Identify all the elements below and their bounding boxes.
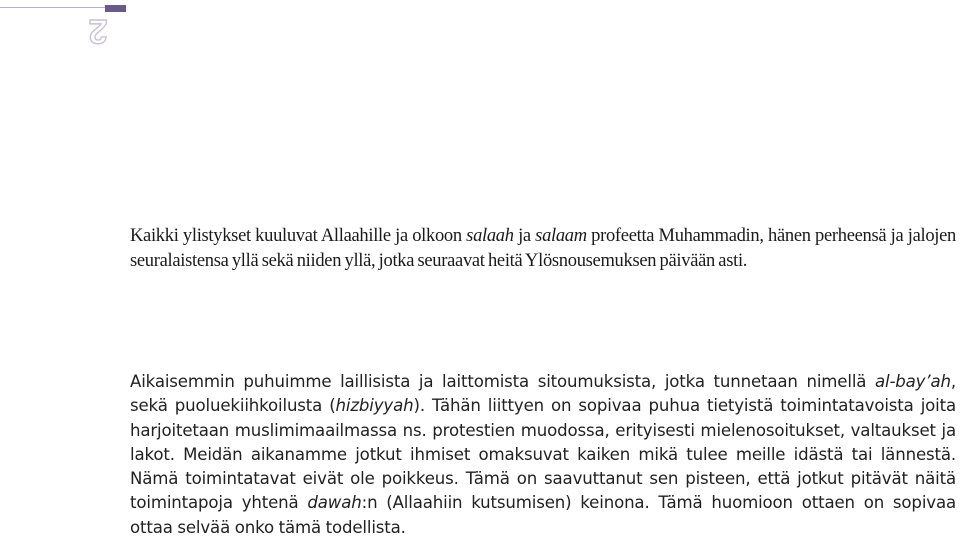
paragraph-2 [130, 370, 956, 540]
paragraph-2-term-hizbiyyah: hizbiyyah [335, 396, 414, 416]
paragraph-2-text: ). Tähän liittyen on sopivaa puhua tietyistä toimintatavoista joita harjoitetaan muslimimaailmassa ns. protestien muodossa, erityisesti mielenosoitukset, valtaukset ja lakot. Meidän aikanamme jotkut ihmiset omaksuvat kaiken mikä tulee meille idästä tai lännestä. Nämä toimintatavat eivät ole poikkeus. Tämä on saavuttanut sen pisteen, että jotkut pitävät näitä toimintapoja yhtenä [130, 396, 956, 513]
paragraph-1-text: profeetta Muhammadin, hänen perheensä ja jalojen seuralaistensa yllä sekä niiden yllä, jotka seuraavat heitä Ylösnousemuksen päivään asti. [130, 226, 956, 271]
paragraph-1-text: ja [513, 226, 536, 246]
paragraph-1 [130, 224, 956, 273]
paragraph-1-term-salaah: salaah [466, 226, 514, 246]
paragraph-1-text: Kaikki ylistykset kuuluvat Allaahille ja olkoon [130, 226, 467, 246]
paragraph-2-text: , sekä puoluekiihkoilusta ( [130, 372, 956, 416]
paragraph-1-term-salaam: salaam [535, 226, 587, 246]
paragraph-2-text: Aikaisemmin puhuimme laillisista ja laittomista sitoumuksista, jotka tunnetaan nimellä [130, 372, 875, 391]
paragraph-2-term-dawah: dawah [307, 493, 362, 513]
paragraph-2-term-al-bayah: al-bay’ah [874, 372, 951, 391]
page-number: 2 [88, 12, 108, 50]
paragraph-2-text: :n (Allaahiin kutsumisen) keinona. Tämä huomioon ottaen on sopivaa ottaa selvää onko tämä todellista. [130, 493, 956, 537]
header-rule [0, 7, 105, 8]
header-accent-bar [105, 5, 126, 12]
